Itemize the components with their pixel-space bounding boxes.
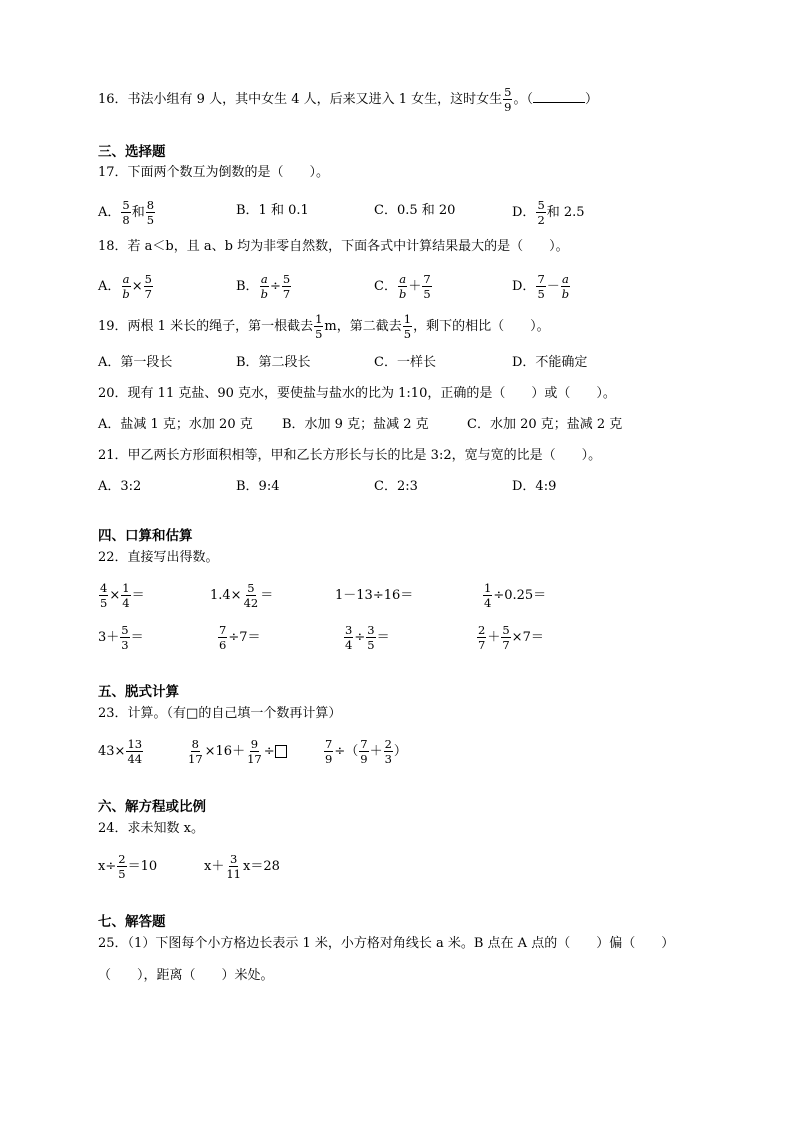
option-c[interactable]: C．一样长 [374, 355, 436, 370]
equation: x÷ $\frac{2}{5}$ ＝10 [98, 852, 158, 881]
option-d[interactable]: D．不能确定 [512, 355, 588, 370]
expression: 3＋ $\frac{5}{3}$ ＝ [98, 623, 144, 652]
option-d[interactable]: D． $\frac{5}{2}$ 和 2.5 [512, 198, 585, 227]
section-heading-7: 七、解答题 [98, 914, 166, 930]
equation: x＋ $\frac{3}{11}$ x＝28 [204, 852, 280, 881]
option-c[interactable]: C．2:3 [374, 479, 418, 494]
expression: 43× $\frac{13}{44}$ [98, 737, 143, 766]
option-a[interactable]: A． $\frac{a}{b}$ × $\frac{5}{7}$ [98, 272, 152, 301]
option-a[interactable]: A．第一段长 [98, 355, 173, 370]
expression: $\frac{7}{9}$ ÷（ $\frac{7}{9}$ ＋ $\frac{2}{3}$ ） [325, 737, 407, 766]
question-22: 22．直接写出得数。 [98, 550, 219, 565]
question-20: 20．现有 11 克盐、90 克水，要使盐与盐水的比为 1:10，正确的是（ ）或（ ）。 [98, 386, 616, 401]
option-a[interactable]: A． $\frac{5}{8}$ 和 $\frac{8}{5}$ [98, 198, 155, 227]
option-b[interactable]: B．水加 9 克；盐减 2 克 [282, 417, 429, 432]
section-heading-3: 三、选择题 [98, 144, 166, 160]
section-heading-5: 五、脱式计算 [98, 684, 179, 700]
expression: $\frac{4}{5}$ × $\frac{1}{4}$ ＝ [100, 581, 145, 610]
question-25-line-2: （ ），距离（ ）米处。 [98, 968, 274, 983]
question-23: 23．计算。（有□的自己填一个数再计算） [98, 706, 342, 721]
question-17: 17．下面两个数互为倒数的是（ ）。 [98, 165, 330, 180]
expression: $\frac{1}{4}$ ÷0.25＝ [484, 581, 547, 610]
option-b[interactable]: B．第二段长 [236, 355, 311, 370]
q16-text: 16．书法小组有 9 人，其中女生 4 人，后来又进入 1 女生，这时女生 [98, 92, 503, 107]
option-c[interactable]: C．0.5 和 20 [374, 203, 456, 218]
option-d[interactable]: D． $\frac{7}{5}$ － $\frac{a}{b}$ [512, 272, 570, 301]
question-18: 18．若 a＜b，且 a、b 均为非零自然数，下面各式中计算结果最大的是（ ）。 [98, 239, 569, 254]
section-heading-4: 四、口算和估算 [98, 528, 193, 544]
option-b[interactable]: B．1 和 0.1 [236, 203, 309, 218]
expression: $\frac{3}{4}$ ÷ $\frac{3}{5}$ ＝ [345, 623, 390, 652]
fraction: $\frac{5}{9}$ [504, 85, 512, 114]
expression: $\frac{2}{7}$ ＋ $\frac{5}{7}$ ×7＝ [478, 623, 544, 652]
section-heading-6: 六、解方程或比例 [98, 799, 206, 815]
option-b[interactable]: B．9:4 [236, 479, 280, 494]
question-25-line-1: 25．（1）下图每个小方格边长表示 1 米，小方格对角线长 a 米。B 点在 A 点的（ ）偏（ ） [98, 936, 675, 951]
expression: 1－13÷16＝ [335, 588, 414, 603]
question-21: 21．甲乙两长方形面积相等，甲和乙长方形长与长的比是 3:2，宽与宽的比是（ ）。 [98, 448, 602, 463]
option-a[interactable]: A．3:2 [98, 479, 142, 494]
fill-in-box[interactable] [275, 745, 287, 758]
answer-blank[interactable] [533, 89, 585, 103]
option-b[interactable]: B． $\frac{a}{b}$ ÷ $\frac{5}{7}$ [236, 272, 291, 301]
question-24: 24．求未知数 x。 [98, 821, 205, 836]
expression: $\frac{7}{6}$ ÷7＝ [219, 623, 261, 652]
option-d[interactable]: D．4:9 [512, 479, 557, 494]
expression: $\frac{8}{17}$ ×16＋ $\frac{9}{17}$ ÷ [186, 738, 287, 765]
question-16: 16．书法小组有 9 人，其中女生 4 人，后来又进入 1 女生，这时女生 $\frac{5}{9}$ 。（ ） [98, 85, 599, 114]
option-c[interactable]: C． $\frac{a}{b}$ ＋ $\frac{7}{5}$ [374, 272, 431, 301]
question-19: 19．两根 1 米长的绳子，第一根截去 $\frac{1}{5}$ m，第二截去 $\frac{1}{5}$ ，剩下的相比（ ）。 [98, 312, 550, 341]
expression: 1.4× $\frac{5}{42}$ ＝ [210, 581, 274, 610]
option-c[interactable]: C．水加 20 克；盐减 2 克 [467, 417, 623, 432]
option-a[interactable]: A．盐减 1 克；水加 20 克 [98, 417, 253, 432]
